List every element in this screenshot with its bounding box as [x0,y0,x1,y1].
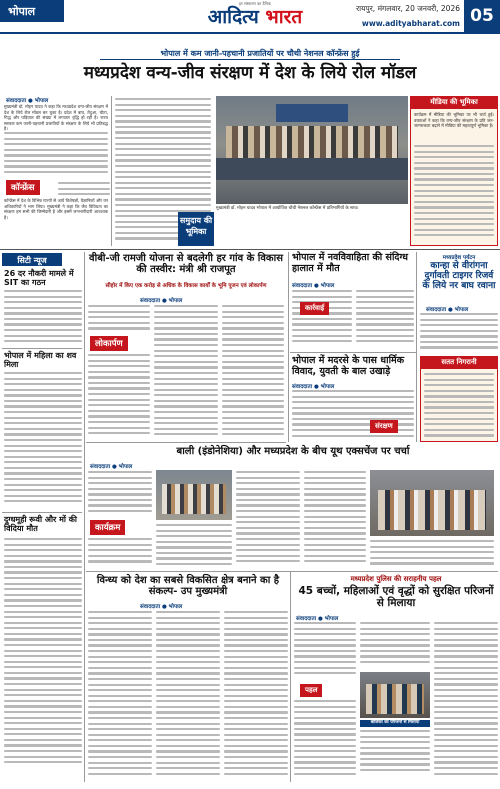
tiger-story-headline: कान्हा से वीरांगना दुर्गावती टाइगर रिजर्व के लिये नर बाघ रवाना [422,261,496,292]
right-column-rule [416,252,417,442]
vindhya-story-col-1 [88,611,152,781]
brand-tagline: हर संस्करण का दैनिक [239,1,271,6]
city-news-rule-2 [2,512,82,513]
city-news-item-3-body [4,538,82,774]
vb-story-byline: संवाददाता ● भोपाल [140,298,183,304]
wildlife-box-body [424,373,494,439]
role-box: समुदाय की भूमिका [178,212,214,246]
lead-headline: मध्यप्रदेश वन्य-जीव संरक्षण में देश के लिये रोल मॉडल [83,63,417,83]
vb-story-rule [86,442,286,443]
bali-story-tag: कार्यक्रम [90,520,125,535]
police-story-headline: 45 बच्चों, महिलाओं एवं वृद्धों को सुरक्षित परिजनों से मिलाया [298,585,494,609]
police-story-col-3 [434,622,498,780]
lead-byline: संवाददाता ● भोपाल [6,98,49,104]
vb-story-col-3 [222,305,284,438]
lead-inset-label: कॉन्फ्रेंस [6,180,40,195]
media-box-title: मीडिया की भूमिका [410,96,498,108]
bali-story-rule [86,571,498,572]
vb-story-col-2 [154,305,218,438]
police-story-col-1a [294,622,356,682]
police-photo-caption: बालिका को परिजनों से मिलाया [360,720,430,727]
vindhya-story-headline: विन्ध्य को देश का सबसे विकसित क्षेत्र बनाने का है संकल्प- उप मुख्यमंत्री [96,575,280,598]
student-story-headline: भोपाल में नवविवाहिता की संदिग्ध हालात में मौत [292,252,408,274]
tiger-story-byline: संवाददाता ● भोपाल [426,307,469,313]
vindhya-story-byline: संवाददाता ● भोपाल [140,604,183,610]
city-news-item-2: भोपाल में महिला का शव मिला [4,351,77,369]
bali-story-photo [156,470,232,520]
city-news-item-3: दुग्धमूही रूवी और मों की विदिया मौत [4,515,77,533]
madarsa-story-byline: संवाददाता ● भोपाल [292,384,335,390]
vindhya-story-col-2 [156,611,220,781]
city-news-item-1-body [4,290,82,346]
left-column-rule [84,252,85,782]
kicker-rule [100,59,400,60]
madarsa-story-headline: भोपाल में मदरसे के पास धार्मिक विवाद, युवती के बाल उखाड़े [292,355,405,377]
vb-story-headline: वीबी-जी रामजी योजना से बदलेगी हर गांव के विकास की तस्वीर: मंत्री श्री राजपूत [89,253,283,276]
tiger-story-kicker: मध्यप्रदेश पर्यटन [442,255,476,261]
masthead [0,0,500,34]
bali-story-col-3 [236,471,300,568]
website-link[interactable]: www.adityabharat.com [361,19,460,28]
vindhya-story-col-3 [224,611,288,781]
bali-story-col-5 [370,540,494,568]
student-story-tag: कार्रवाई [300,302,329,315]
section-label: भोपाल [0,0,64,22]
city-news-item-1: 26 दर नौकरी मामले में SIT का गठन [4,269,74,287]
wildlife-box [420,368,498,442]
lead-photo-caption: मुख्यमंत्री डॉ. मोहन यादव भोपाल में आयोजित चौथी नेशनल कॉन्फ्रेंस में प्रतिभागियों के साथ। [216,206,359,211]
column-rule [111,96,112,246]
media-box-body: कार्यक्रम में मीडिया की भूमिका पर भी चर्चा हुई। वक्ताओं ने कहा कि वन्य-जीव संरक्षण के प्रति जन-जागरूकता बढ़ाने में मीडिया की महत्वपूर्ण भूमिका है। [414,112,494,129]
bali-story-headline: बाली (इंडोनेशिया) और मध्यप्रदेश के बीच यूथ एक्सचेंज पर चर्चा [176,446,410,457]
bali-story-col-1b [88,538,152,568]
wildlife-box-title: सतत निगरानी [420,356,498,368]
vb-story-subhead: सीहोर में किए एक करोड़ से अधिक के विकास कार्यों के भूमि पूजन एवं लोकार्पण [105,283,267,289]
bali-story-photo-2 [370,470,494,536]
section-divider-1 [0,249,500,250]
lead-photo [216,96,408,204]
lead-body-2: कॉन्फ्रेंस में देश के विभिन्न राज्यों से आये विशेषज्ञों, वैज्ञानिकों और वन अधिकारियों ने भाग लिया। मुख्यमंत्री ने कहा कि जैव विविधता का संरक्षण हम सभी की जिम्मेदारी है और इसमें जनभागीदारी आवश्यक है। [4,198,108,220]
lead-kicker: भोपाल में कम जानी-पहचानी प्रजातियों पर चौथी नेशनल कॉन्फ्रेंस हुई [160,49,360,58]
student-story-rule [290,352,416,353]
brand-name-second: भारत [265,6,303,28]
city-news-rule [2,348,82,349]
dateline: रायपुर, मंगलवार, 20 जनवरी, 2026 [356,4,460,13]
city-news-title: सिटी न्यूज [2,253,62,266]
police-story-photo [360,672,430,718]
tiger-story-body [420,313,498,353]
vb-story-col-1a [88,305,150,333]
madarsa-story-tag: संरक्षण [370,420,398,433]
student-story-col-1 [292,290,352,350]
lead-body-1: मुख्यमंत्री डॉ. मोहन यादव ने कहा कि मध्यप्रदेश वन्य-जीव संरक्षण में देश के लिये रोल मॉडल बन चुका है। प्रदेश में बाघ, तेंदुआ, चीता, गिद्ध और घड़ियाल की संख्या में लगातार वृद्धि हो रही है। राज्य सरकार कम जानी-पहचानी प्रजातियों के संरक्षण के लिये भी प्रतिबद्ध है। [4,104,108,132]
media-box-filler [414,145,494,243]
student-story-col-2 [356,290,414,350]
bali-story-byline: संवाददाता ● भोपाल [90,464,133,470]
bali-story-col-2 [156,524,232,568]
police-story-col-2 [360,622,430,670]
police-story-col-1b [294,700,356,780]
lead-body-filler-1 [4,132,108,178]
newspaper-logo [190,1,320,31]
police-story-col-2b [360,730,430,780]
bali-story-col-4 [304,471,366,568]
vb-story-tag: लोकार्पण [90,336,128,351]
police-story-kicker: मध्यप्रदेश पुलिस की सराहनीय पहल [350,575,442,583]
brand-name-first: आदित्य [207,6,259,28]
media-box [410,108,498,246]
vb-story-col-1b [88,354,150,438]
city-news-item-2-body [4,372,82,510]
police-story-tag: पहल [300,684,322,697]
lead-body-filler-2 [58,182,110,196]
bali-story-col-1a [88,471,152,517]
mid-column-rule [288,252,289,442]
police-story-byline: संवाददाता ● भोपाल [296,616,339,622]
student-story-byline: संवाददाता ● भोपाल [292,283,335,289]
police-column-rule [290,572,291,782]
page-number: 05 [464,0,500,32]
